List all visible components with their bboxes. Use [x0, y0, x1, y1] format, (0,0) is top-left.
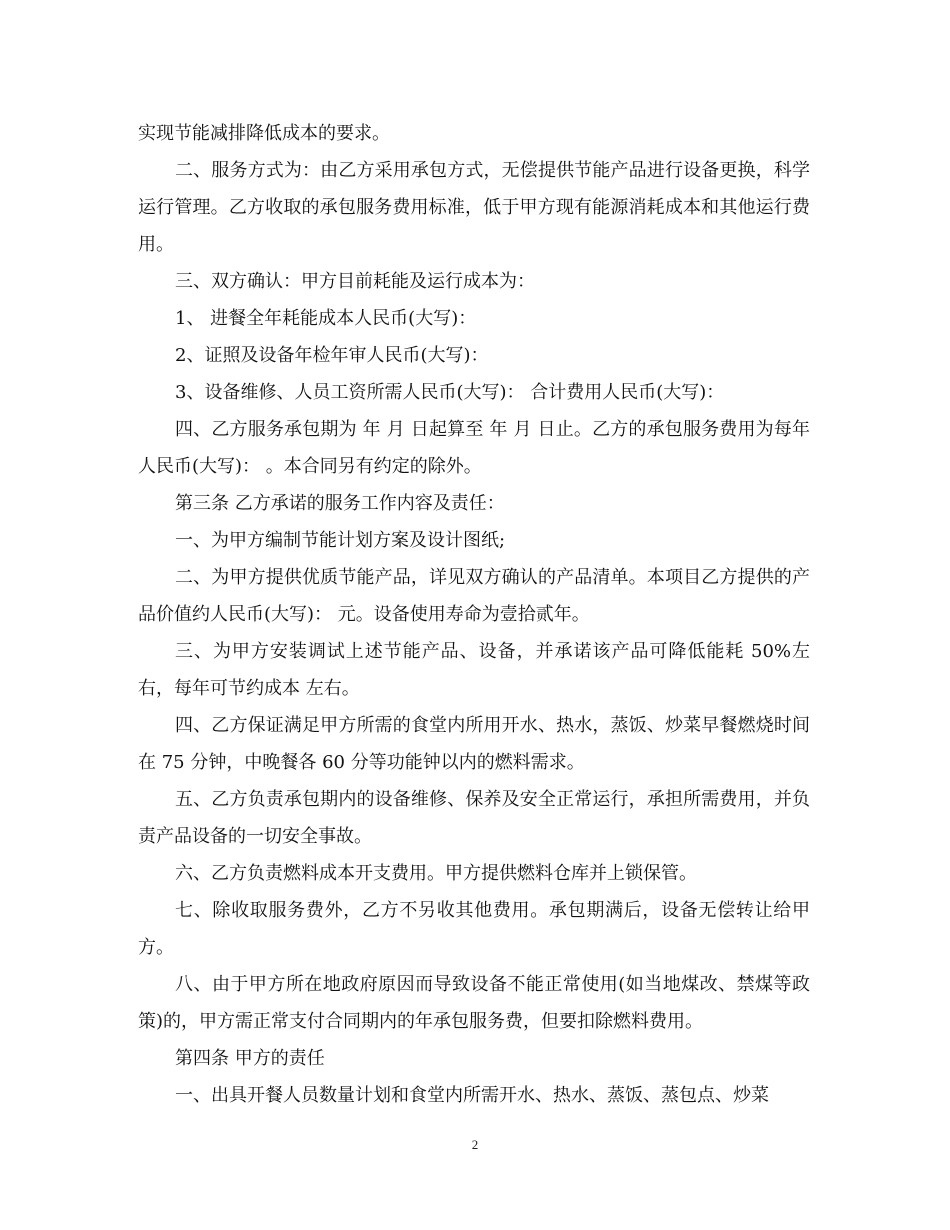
paragraph: 五、乙方负责承包期内的设备维修、保养及安全正常运行，承担所需费用，并负责产品设备的一切安全事故。 [138, 789, 810, 847]
paragraph: 实现节能减排降低成本的要求。 [138, 123, 390, 144]
paragraph: 三、为甲方安装调试上述节能产品、设备，并承诺该产品可降低能耗 50%左右，每年可节约成本 左右。 [138, 641, 810, 699]
paragraph: 四、乙方保证满足甲方所需的食堂内所用开水、热水，蒸饭、炒菜早餐燃烧时间在 75 分钟，中晚餐各 60 分等功能钟以内的燃料需求。 [138, 715, 810, 773]
paragraph: 第三条 乙方承诺的服务工作内容及责任： [175, 493, 505, 514]
paragraph: 3、设备维修、人员工资所需人民币(大写)： 合计费用人民币(大写)： [175, 382, 725, 403]
paragraph: 2、证照及设备年检年审人民币(大写)： [175, 345, 489, 366]
document-body [138, 115, 810, 1114]
paragraph: 一、为甲方编制节能计划方案及设计图纸; [175, 530, 506, 551]
paragraph: 1、 进餐全年耗能成本人民币(大写)： [175, 308, 477, 329]
paragraph: 四、乙方服务承包期为 年 月 日起算至 年 月 日止。乙方的承包服务费用为每年人民币(大写)： 。本合同另有约定的除外。 [138, 419, 810, 477]
paragraph: 一、出具开餐人员数量计划和食堂内所需开水、热水、蒸饭、蒸包点、炒菜 [175, 1085, 769, 1106]
paragraph: 二、服务方式为：由乙方采用承包方式，无偿提供节能产品进行设备更换，科学运行管理。乙方收取的承包服务费用标准，低于甲方现有能源消耗成本和其他运行费用。 [138, 160, 810, 255]
paragraph: 三、双方确认：甲方目前耗能及运行成本为： [175, 271, 535, 292]
paragraph: 二、为甲方提供优质节能产品，详见双方确认的产品清单。本项目乙方提供的产品价值约人民币(大写)： 元。设备使用寿命为壹拾贰年。 [138, 567, 810, 625]
paragraph: 八、由于甲方所在地政府原因而导致设备不能正常使用(如当地煤改、禁煤等政策)的，甲方需正常支付合同期内的年承包服务费，但要扣除燃料费用。 [138, 974, 810, 1032]
paragraph: 七、除收取服务费外，乙方不另收其他费用。承包期满后，设备无偿转让给甲方。 [138, 900, 810, 958]
paragraph: 六、乙方负责燃料成本开支费用。甲方提供燃料仓库并上锁保管。 [175, 863, 697, 884]
paragraph: 第四条 甲方的责任 [175, 1048, 325, 1069]
page-number: 2 [471, 1137, 479, 1152]
